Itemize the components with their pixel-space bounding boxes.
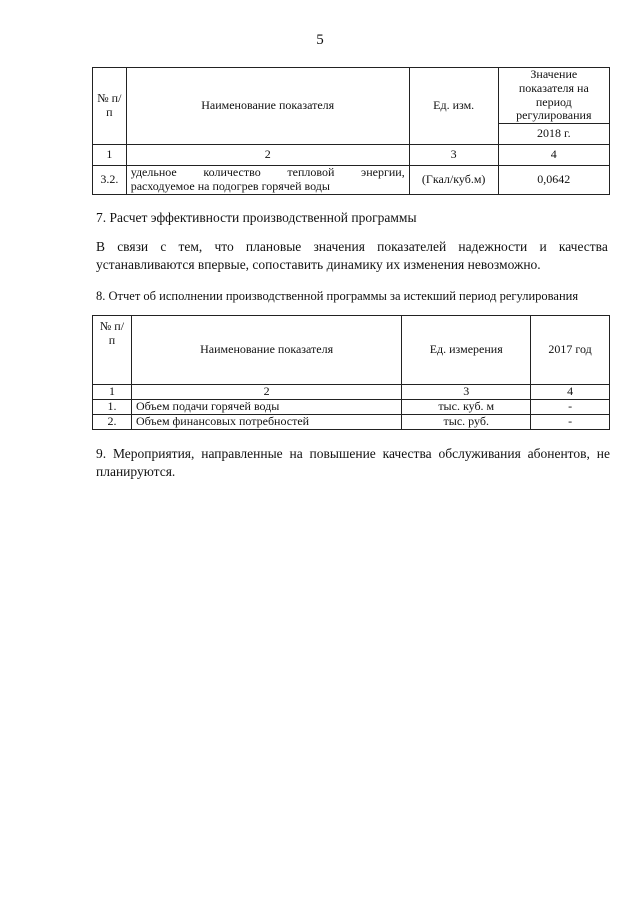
row-value: - xyxy=(531,415,610,430)
index-cell: 1 xyxy=(93,385,132,400)
word: абонентов, xyxy=(527,446,590,461)
indicator-table xyxy=(92,67,610,195)
row-unit: тыс. руб. xyxy=(402,415,531,430)
row-unit: (Гкал/куб.м) xyxy=(409,166,498,195)
word: надежности xyxy=(458,239,528,254)
header-name: Наименование показателя xyxy=(131,316,401,385)
word: тепловой xyxy=(287,165,335,180)
row-value: 0,0642 xyxy=(498,166,609,195)
header-num: № п/п xyxy=(93,68,127,145)
row-name: Объем финансовых потребностей xyxy=(131,415,401,430)
word: обслуживания xyxy=(438,446,521,461)
word: повышение xyxy=(309,446,376,461)
word: на xyxy=(289,446,303,461)
header-unit: Ед. измерения xyxy=(402,316,531,385)
index-cell: 3 xyxy=(402,385,531,400)
word: 9. xyxy=(96,446,107,461)
page-number: 5 xyxy=(316,32,324,48)
word: плановые xyxy=(245,239,302,254)
word: значения xyxy=(313,239,365,254)
table-row xyxy=(93,415,610,430)
index-cell: 1 xyxy=(93,145,127,166)
section-9-paragraph xyxy=(96,445,610,481)
section-7-heading: 7. Расчет эффективности производственной программы xyxy=(96,210,417,225)
row-name-line2: расходуемое на подогрев горячей воды xyxy=(130,178,330,193)
word: качества xyxy=(558,239,608,254)
index-cell: 4 xyxy=(498,145,609,166)
header-year: 2018 г. xyxy=(498,124,609,145)
paragraph-line2: планируются. xyxy=(96,464,176,479)
word: с xyxy=(160,239,167,254)
index-cell: 4 xyxy=(531,385,610,400)
row-name-line1 xyxy=(131,166,405,180)
row-num: 2. xyxy=(93,415,132,430)
header-unit: Ед. изм. xyxy=(409,68,498,145)
paragraph-line1 xyxy=(96,238,608,256)
word: тем, xyxy=(178,239,203,254)
word: направленные xyxy=(201,446,283,461)
header-name: Наименование показателя xyxy=(126,68,409,145)
row-name xyxy=(126,166,409,195)
row-value: - xyxy=(531,400,610,415)
table-row xyxy=(93,400,610,415)
word: связи xyxy=(117,239,149,254)
word: В xyxy=(96,239,106,254)
row-num: 1. xyxy=(93,400,132,415)
section-7-paragraph xyxy=(96,238,608,274)
word: качества xyxy=(382,446,432,461)
index-cell: 3 xyxy=(409,145,498,166)
paragraph-line2: устанавливаются впервые, сопоставить динамику их изменения невозможно. xyxy=(96,257,541,272)
word: количество xyxy=(203,165,261,180)
row-name: Объем подачи горячей воды xyxy=(131,400,401,415)
row-unit: тыс. куб. м xyxy=(402,400,531,415)
table-row xyxy=(93,166,610,195)
header-num: № п/п xyxy=(93,316,132,385)
word: и xyxy=(539,239,547,254)
word: что xyxy=(214,239,234,254)
header-value: Значение показателя на период регулирования xyxy=(498,68,609,124)
word: не xyxy=(596,446,610,461)
index-cell: 2 xyxy=(131,385,401,400)
word: энергии, xyxy=(361,165,405,180)
word: удельное xyxy=(130,165,177,180)
row-num: 3.2. xyxy=(93,166,127,195)
paragraph-line1 xyxy=(96,445,610,463)
index-cell: 2 xyxy=(126,145,409,166)
word: Мероприятия, xyxy=(112,446,195,461)
word: показателей xyxy=(377,239,447,254)
section-8-heading: 8. Отчет об исполнении производственной программы за истекший период регулирования xyxy=(96,289,579,303)
report-table xyxy=(92,315,610,430)
header-year: 2017 год xyxy=(531,316,610,385)
